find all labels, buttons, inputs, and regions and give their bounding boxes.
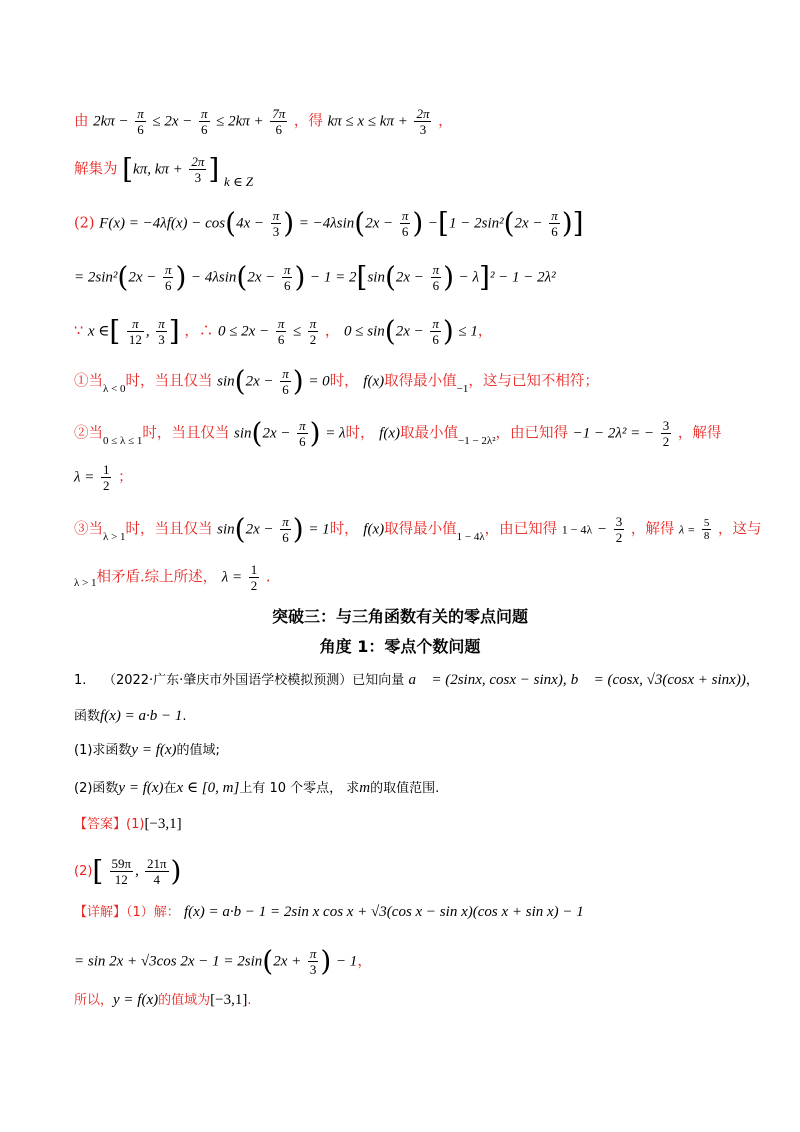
text-you: 由 <box>74 113 89 130</box>
fraction: $\frac{21\pi}{4}$ <box>146 856 167 887</box>
fraction: $\frac{1}{2}$ <box>102 462 110 493</box>
fraction: $\frac{\pi}{6}$ <box>551 208 558 239</box>
fraction: $\frac{\pi}{6}$ <box>164 262 172 293</box>
fraction: $\frac{2\pi}{3}$ <box>191 154 205 185</box>
math-expr: kπ, kπ + <box>133 161 183 178</box>
fraction: $\frac{\pi}{12}$ <box>128 316 142 347</box>
math-expr: 2kπ − <box>93 113 129 130</box>
fraction: $\frac{\pi}{6}$ <box>137 106 144 137</box>
detail-line-3: 所以，y = f(x)的值域为[−3,1]. <box>74 992 252 1008</box>
vector-b: b⃗ = (cosx, √3(cosx + sinx)) <box>570 672 746 688</box>
answer-line-2: (2)[ $\frac{59\pi}{12}$ , $\frac{21\pi}{4}$ ) <box>74 854 182 888</box>
math-expr: ≤ 2x − <box>152 113 193 130</box>
problem-line-2: 函数f(x) = a·b − 1. <box>74 708 187 724</box>
detail-line-1: 【详解】（1）解： f(x) = a·b − 1 = 2sin x cos x + √3(cos x − sin x)(cos x + sin x) − 1 <box>74 904 584 920</box>
fraction: $\frac{\pi}{3}$ <box>158 316 165 347</box>
solution-line-2: 解集为 [kπ, kπ + $\frac{2\pi}{3}$ ] k ∈ Z <box>74 152 254 189</box>
solution-line-4: = 2sin²(2x − $\frac{\pi}{6}$ ) − 4λsin(2x − $\frac{\pi}{6}$ ) − 1 = 2[sin(2x − $\frac{\pi}{6}$ ) − λ]² − 1 − 2λ² <box>74 260 556 294</box>
fraction: $\frac{\pi}{6}$ <box>282 366 289 397</box>
answer-label: 【答案】 <box>74 817 127 832</box>
problem-line-1: 1. （2022·广东·肇庆市外国语学校模拟预测）已知向量 a⃗ = (2sinx, cosx − sinx), b⃗ = (cosx, √3(cosx + sinx))， <box>74 672 759 688</box>
fraction: $\frac{\pi}{6}$ <box>277 316 285 347</box>
question-1: (1)求函数y = f(x)的值域; <box>74 742 220 758</box>
section-heading: 突破三：与三角函数有关的零点问题 <box>271 607 528 626</box>
text-solution-set: 解集为 <box>74 161 118 178</box>
solution-line-1 <box>74 106 453 137</box>
question-2: (2)函数y = f(x)在x ∈ [0, m]上有 10 个零点， 求m的取值范围. <box>74 780 440 796</box>
fraction: $\frac{\pi}{6}$ <box>283 262 291 293</box>
detail-line-2: = sin 2x + √3cos 2x − 1 = 2sin(2x + $\frac{\pi}{3}$ ) − 1， <box>74 944 372 978</box>
solution-line-3: (2) F(x) = −4λf(x) − cos(4x − $\frac{\pi}{3}$ ) = −4λsin(2x − $\frac{\pi}{6}$ ) −[1 − 2sin²(2x − $\frac{\pi}{6}$ )] <box>74 206 584 240</box>
problem-source: （2022·广东·肇庆市外国语学校模拟预测）已知向量 <box>102 673 405 688</box>
math-expr: ≤ 2kπ + <box>216 113 264 130</box>
case-2-line: ②当$_{0 \le \lambda \le 1}$时，当且仅当 sin(2x − $\frac{\pi}{6}$ ) = λ时， f(x)取最小值$_{-1 - 2\lambda^2}$，由已知得 −1 − 2λ² = − $\frac{3}{2}$ ，解得 <box>74 416 722 450</box>
text-de: ，得 <box>293 113 323 130</box>
fraction: $\frac{5}{8}$ <box>703 517 710 542</box>
fraction: $\frac{\pi}{6}$ <box>201 106 208 137</box>
case-3-line: ③当$_{\lambda > 1}$时，当且仅当 sin(2x − $\frac{\pi}{6}$ ) = 1时， f(x)取得最小值$_{1 - 4\lambda}$，由已知得 1 − 4λ − $\frac{3}{2}$ ，解得 λ = $\frac{5}{8}$ ，这与 <box>74 512 762 546</box>
vector-a: a⃗ = (2sinx, cosx − sinx) <box>408 672 563 688</box>
fraction: $\frac{7\pi}{6}$ <box>272 106 286 137</box>
punct: ， <box>438 113 453 130</box>
part-label: (2) <box>74 215 95 232</box>
answer-line-1: 【答案】(1)[−3,1] <box>74 816 182 832</box>
fraction: $\frac{2\pi}{3}$ <box>416 106 430 137</box>
fraction: $\frac{\pi}{6}$ <box>282 514 289 545</box>
detail-label: 【详解】 <box>74 905 127 920</box>
conclusion-line: $_{\lambda > 1}$相矛盾.综上所述， λ = $\frac{1}{2}$ . <box>74 562 271 593</box>
case-2-result: λ = $\frac{1}{2}$ ； <box>74 462 133 493</box>
fraction: $\frac{3}{2}$ <box>615 514 623 545</box>
fraction: $\frac{1}{2}$ <box>250 562 258 593</box>
math-expr: F(x) = −4λf(x) − cos <box>99 215 226 232</box>
subsection-heading: 角度 1：零点个数问题 <box>319 637 481 656</box>
condition: k ∈ Z <box>223 173 254 189</box>
fraction: $\frac{\pi}{2}$ <box>309 316 317 347</box>
fraction: $\frac{\pi}{6}$ <box>432 316 439 347</box>
math-expr: kπ ≤ x ≤ kπ + <box>327 113 408 130</box>
fraction: $\frac{\pi}{6}$ <box>432 262 440 293</box>
problem-number: 1. <box>74 673 87 688</box>
fraction: $\frac{\pi}{6}$ <box>401 208 409 239</box>
case-1-line: ①当$_{\lambda < 0}$时，当且仅当 sin(2x − $\frac{\pi}{6}$ ) = 0时， f(x)取得最小值$_{-1}$，这与已知不相符； <box>74 364 599 398</box>
fraction: $\frac{\pi}{6}$ <box>299 418 306 449</box>
fraction: $\frac{\pi}{3}$ <box>272 208 280 239</box>
fraction: $\frac{59\pi}{12}$ <box>111 856 132 887</box>
fraction: $\frac{3}{2}$ <box>662 418 670 449</box>
fraction: $\frac{\pi}{3}$ <box>309 946 317 977</box>
solution-line-5: ∵ x ∈[ $\frac{\pi}{12}$ , $\frac{\pi}{3}$ ] ，∴ 0 ≤ 2x − $\frac{\pi}{6}$ ≤ $\frac{\pi}{2}$ ， 0 ≤ sin(2x − $\frac{\pi}{6}$ ) ≤ 1， <box>74 314 493 348</box>
